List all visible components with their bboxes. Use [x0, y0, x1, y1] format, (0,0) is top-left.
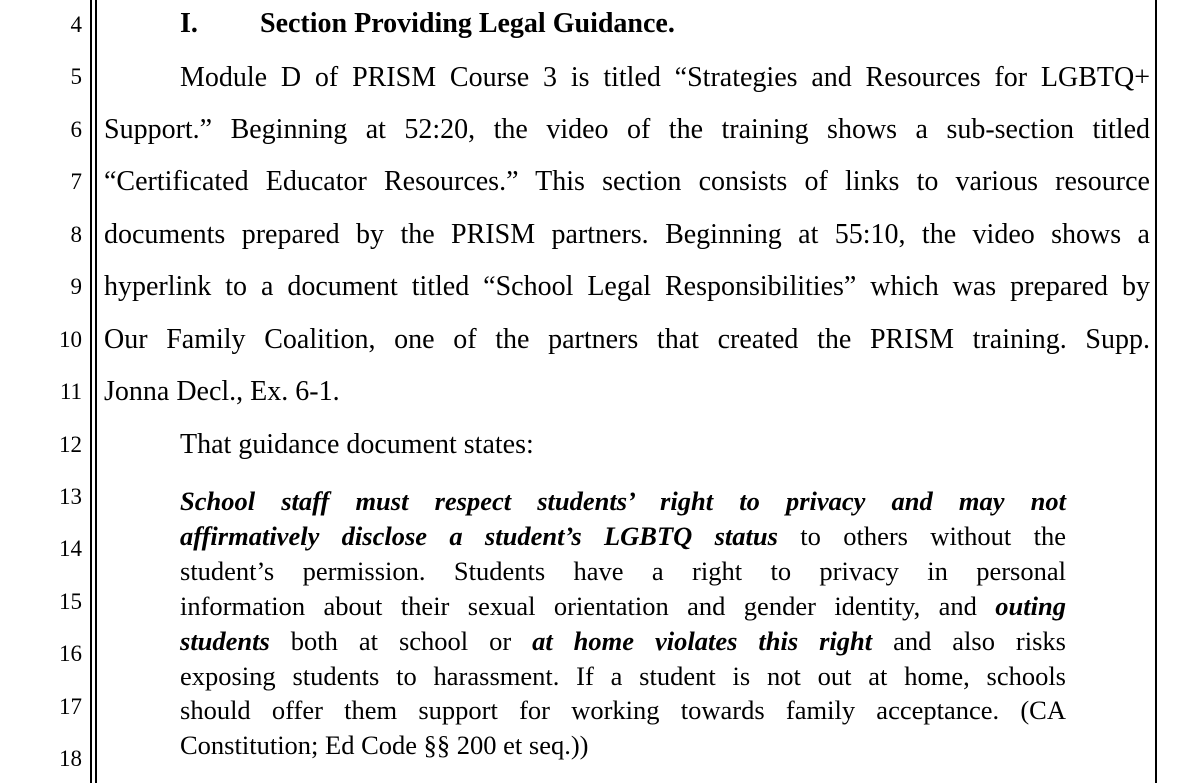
line-number: 9 — [70, 274, 82, 299]
line-number: 11 — [59, 379, 82, 404]
quote-emphasis: outing — [995, 591, 1066, 621]
line-number: 14 — [59, 536, 82, 561]
quote-line — [180, 519, 1066, 554]
line-number: 10 — [59, 327, 82, 352]
paragraph-line: Our Family Coalition, one of the partners that created the PRISM training. Supp. — [104, 324, 1150, 355]
paragraph-line: hyperlink to a document titled “School Legal Responsibilities” which was prepared by — [104, 271, 1150, 302]
quote-line: should offer them support for working towards family acceptance. (CA — [180, 695, 1066, 725]
line-number: 4 — [70, 12, 82, 37]
paragraph-line: Support.” Beginning at 52:20, the video of the training shows a sub-section titled — [104, 114, 1150, 145]
line-number: 6 — [70, 117, 82, 142]
quote-text: and also risks — [872, 626, 1066, 656]
quote-line: exposing students to harassment. If a student is not out at home, schools — [180, 661, 1066, 691]
quote-line: Constitution; Ed Code §§ 200 et seq.)) — [180, 730, 589, 760]
section-heading — [180, 6, 675, 42]
quote-text: both at school or — [269, 626, 533, 656]
quote-emphasis: School staff must respect students’ right to privacy and may not — [180, 486, 1066, 516]
quote-emphasis: students — [180, 626, 270, 656]
quote-line — [180, 484, 1066, 519]
paragraph-line: Jonna Decl., Ex. 6-1. — [104, 376, 340, 407]
line-number: 12 — [59, 432, 82, 457]
line-number: 8 — [70, 222, 82, 247]
quote-emphasis: affirmatively disclose a student’s LGBTQ status — [180, 521, 778, 551]
quote-text: to others without the — [777, 521, 1066, 551]
line-number: 16 — [59, 641, 82, 666]
left-margin-rule-inner — [95, 0, 97, 783]
paragraph-line: That guidance document states: — [180, 429, 534, 460]
line-number: 7 — [70, 169, 82, 194]
line-number: 5 — [70, 64, 82, 89]
quote-text: information about their sexual orientation and gender identity, and — [180, 591, 996, 621]
quote-line: student’s permission. Students have a right to privacy in personal — [180, 556, 1066, 586]
paragraph-line: “Certificated Educator Resources.” This section consists of links to various resource — [104, 166, 1150, 197]
right-margin-rule — [1155, 0, 1157, 783]
line-number: 17 — [59, 694, 82, 719]
quote-emphasis: at home violates this right — [532, 626, 873, 656]
quote-line — [180, 589, 1066, 624]
section-number: I. — [180, 8, 198, 39]
line-number: 13 — [59, 484, 82, 509]
line-number: 18 — [59, 746, 82, 771]
left-margin-rule-outer — [90, 0, 92, 783]
line-number: 15 — [59, 589, 82, 614]
paragraph-line: Module D of PRISM Course 3 is titled “Strategies and Resources for LGBTQ+ — [180, 62, 1150, 93]
paragraph-line: documents prepared by the PRISM partners. Beginning at 55:10, the video shows a — [104, 219, 1150, 250]
section-title: Section Providing Legal Guidance. — [260, 8, 675, 39]
quote-line — [180, 624, 1066, 659]
